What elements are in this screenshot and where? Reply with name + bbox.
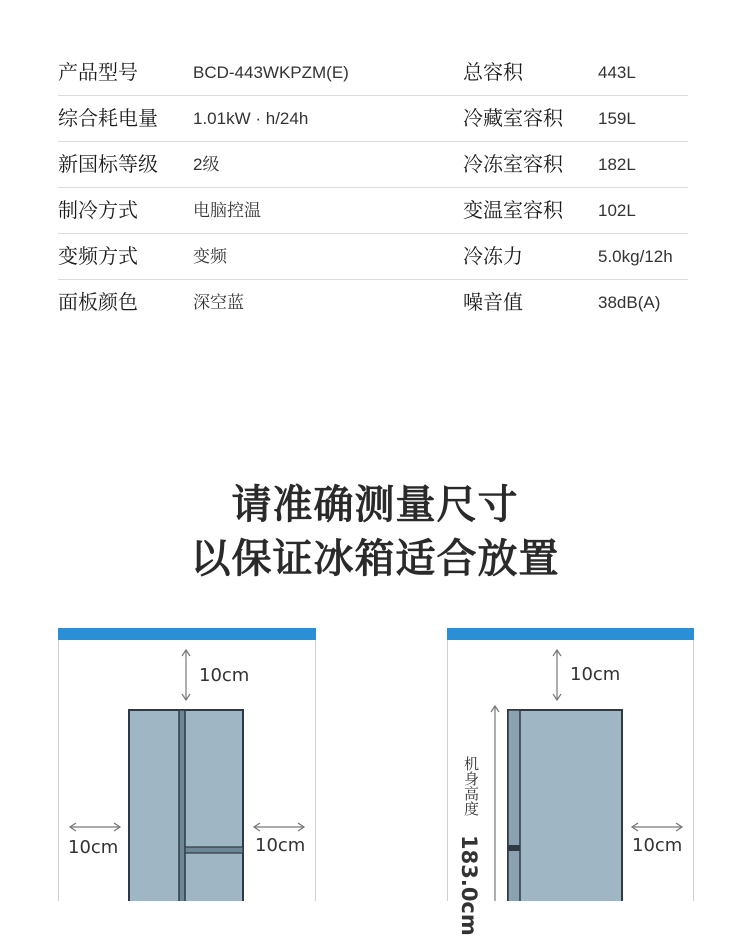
spec-row — [58, 280, 688, 326]
spec-row — [58, 234, 688, 280]
spec-row — [58, 188, 688, 234]
right-gap-label: 10cm — [255, 835, 306, 856]
spec-value: 102L — [598, 201, 636, 220]
spec-label: 噪音值 — [463, 292, 523, 314]
side-view-panel — [447, 628, 694, 936]
spec-label: 综合耗电量 — [58, 108, 158, 130]
spec-label: 产品型号 — [58, 62, 138, 84]
spec-value: 变频 — [193, 247, 227, 266]
spec-row — [58, 50, 688, 96]
spec-label: 总容积 — [463, 62, 523, 84]
spec-value: 159L — [598, 109, 636, 128]
front-fridge-illustration — [58, 628, 316, 901]
top-gap-label: 10cm — [570, 664, 621, 685]
spec-label: 冷冻室容积 — [463, 154, 563, 176]
right-arrow-icon — [254, 823, 304, 831]
height-arrow-icon — [491, 706, 499, 901]
spec-label: 面板颜色 — [58, 292, 138, 314]
spec-value: 1.01kW · h/24h — [193, 109, 309, 128]
spec-value: 38dB(A) — [598, 293, 661, 312]
spec-value: 182L — [598, 155, 636, 174]
right-gap-label: 10cm — [632, 835, 683, 856]
spec-value: 电脑控温 — [193, 201, 261, 220]
spec-row — [58, 142, 688, 188]
spec-label: 冷冻力 — [463, 246, 523, 268]
spec-value: 深空蓝 — [193, 293, 244, 312]
spec-label: 变频方式 — [58, 246, 138, 268]
spec-value: 443L — [598, 63, 636, 82]
headline-line-2: 以保证冰箱适合放置 — [190, 536, 560, 582]
top-arrow-icon — [553, 650, 561, 700]
height-label: 机身高度 — [462, 756, 480, 816]
spec-label: 新国标等级 — [58, 154, 158, 176]
headline-line-1: 请准确测量尺寸 — [231, 482, 519, 528]
spec-value: 5.0kg/12h — [598, 247, 673, 266]
spec-value: BCD-443WKPZM(E) — [193, 63, 349, 82]
top-gap-label: 10cm — [199, 665, 250, 686]
spec-row — [58, 96, 688, 142]
fridge-front-icon — [129, 710, 243, 901]
left-arrow-icon — [70, 823, 120, 831]
fridge-side-icon — [508, 710, 622, 901]
left-gap-label: 10cm — [68, 837, 119, 858]
height-value: 183.0cm — [457, 835, 481, 936]
spec-label: 制冷方式 — [58, 200, 138, 222]
right-arrow-icon — [632, 823, 682, 831]
top-arrow-icon — [182, 650, 190, 700]
spec-label: 冷藏室容积 — [463, 108, 563, 130]
spec-label: 变温室容积 — [463, 200, 563, 222]
spec-value: 2级 — [193, 155, 220, 174]
front-view-panel — [58, 628, 316, 901]
